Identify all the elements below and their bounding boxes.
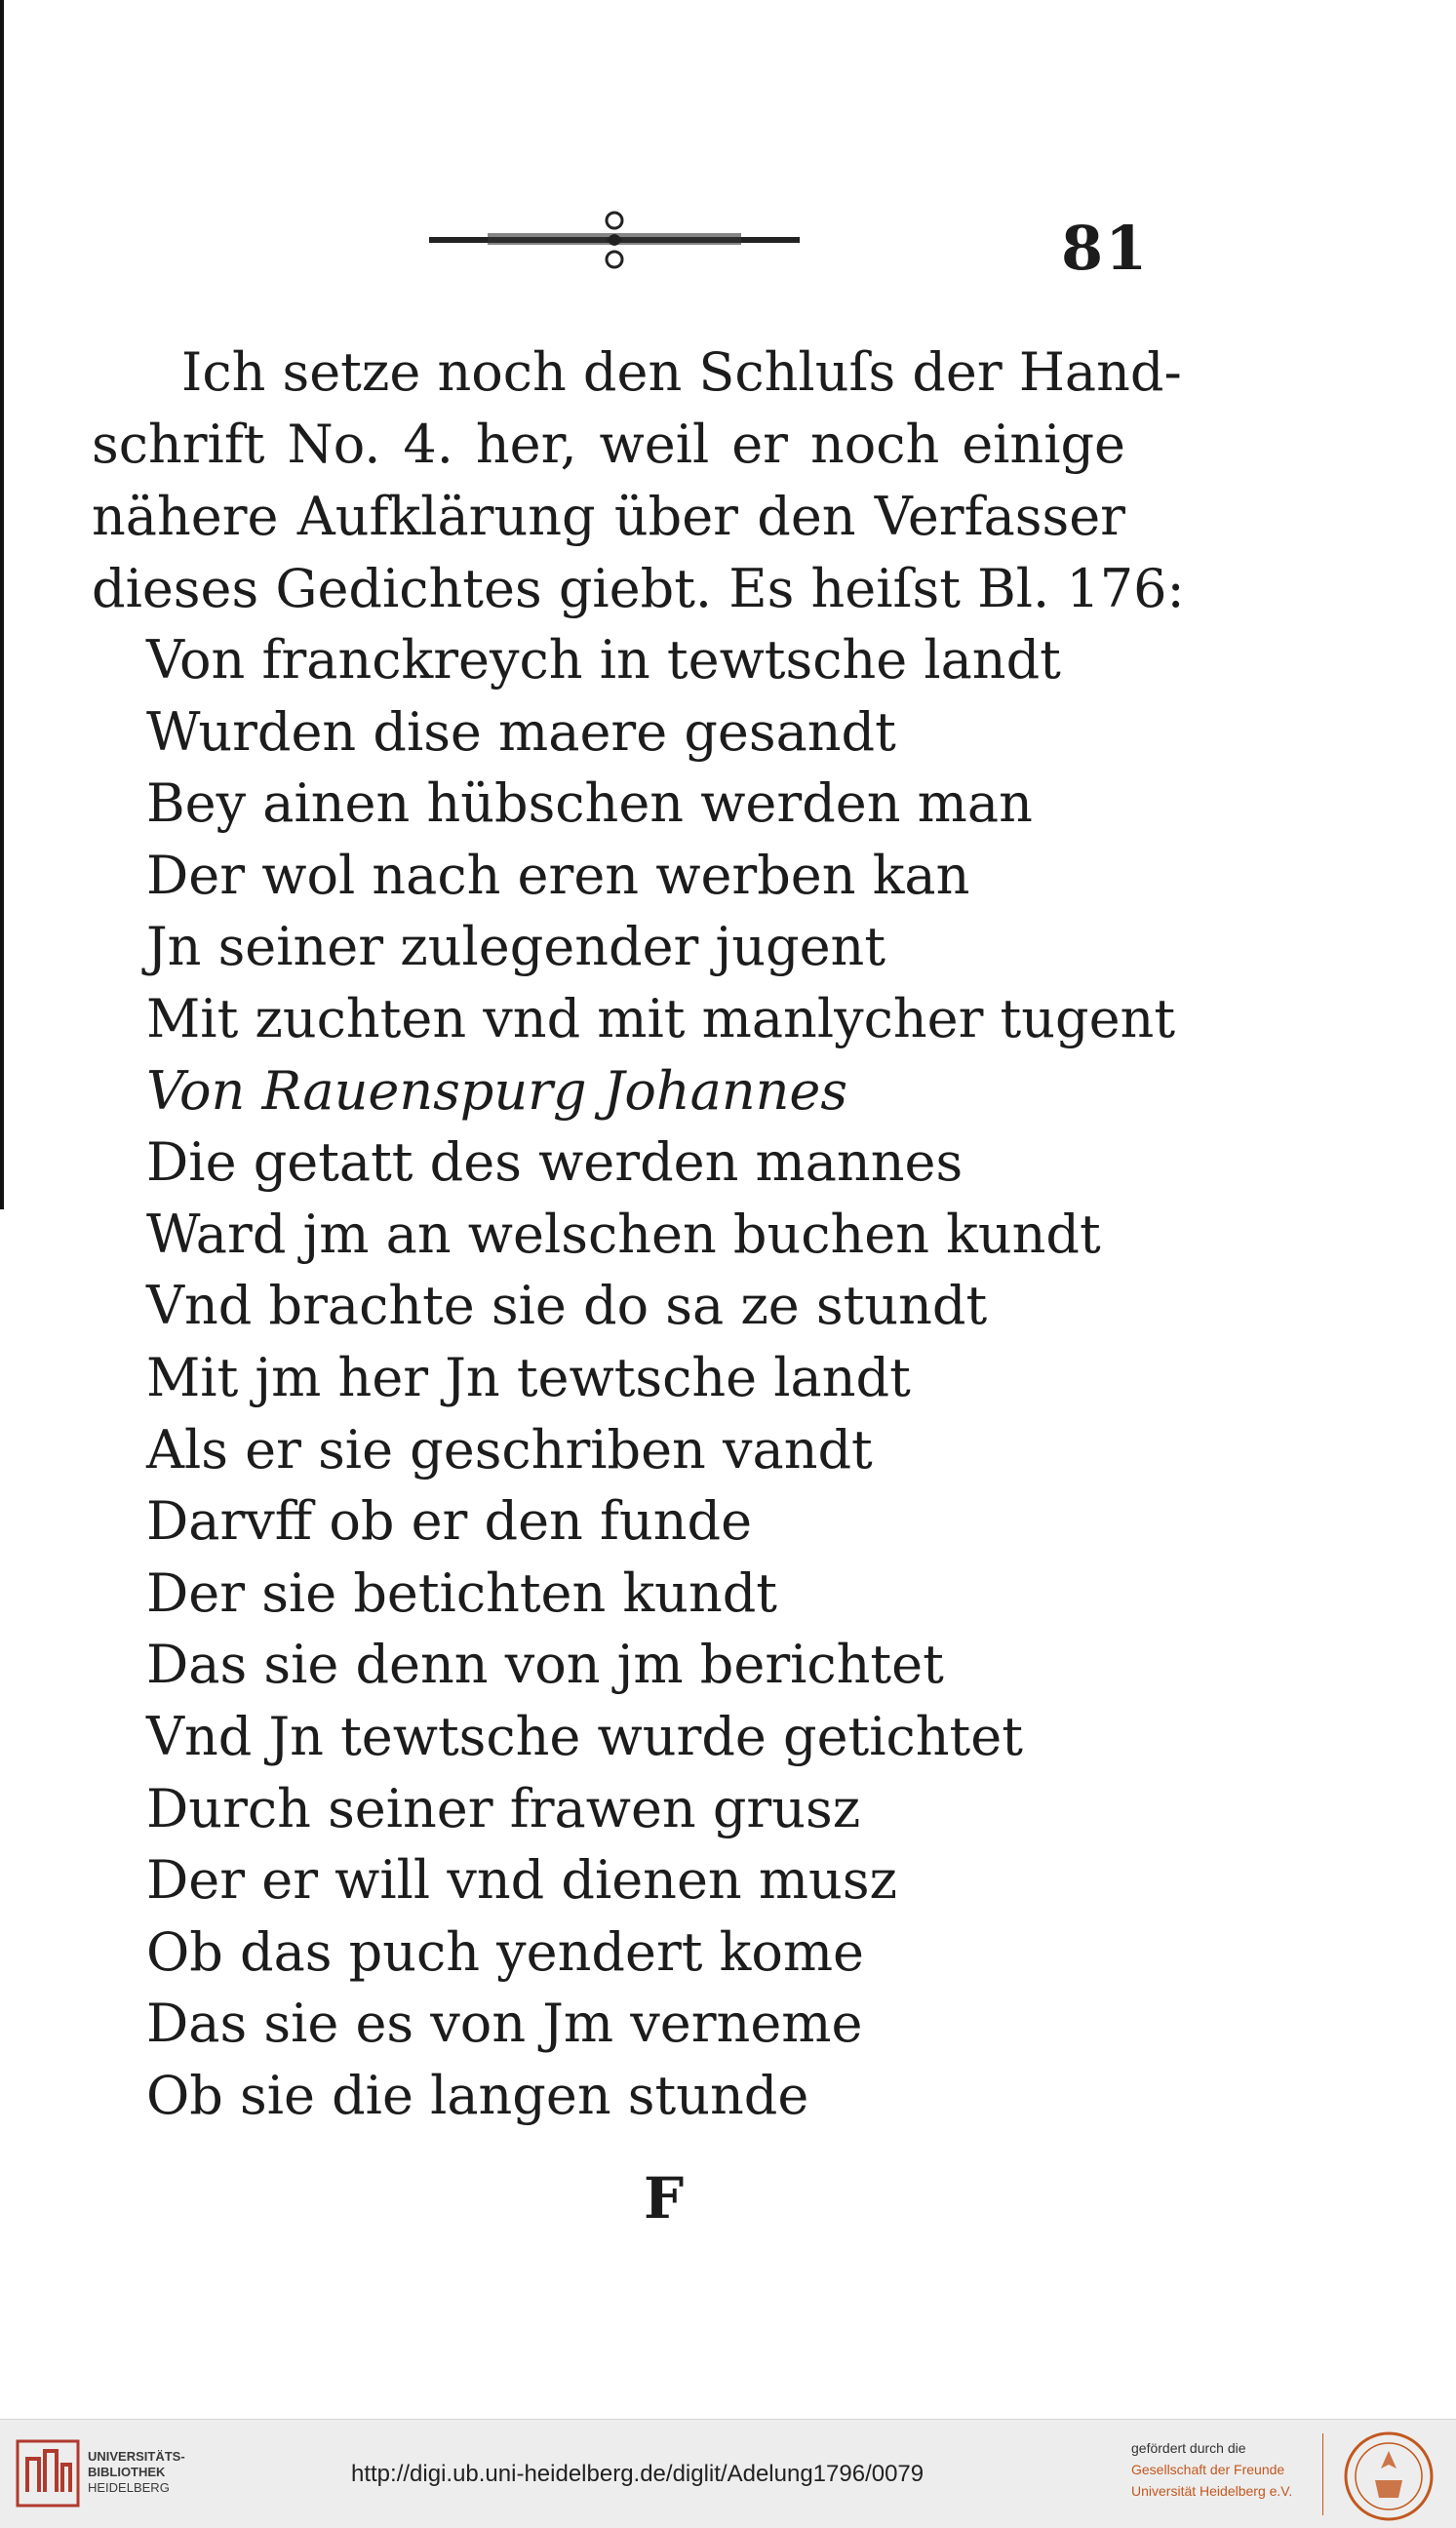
university-seal-icon — [1342, 2429, 1436, 2523]
verse-line: Vnd Jn tewtsche wurde getichtet — [146, 1705, 1023, 1767]
verse-line: Als er sie geschriben vandt — [146, 1418, 873, 1481]
verse-line: Jn seiner zulegender jugent — [146, 916, 886, 978]
prose-line: nähere Aufklärung über den Verfasser — [92, 486, 1125, 547]
verse-line: Von franckreych in tewtsche landt — [146, 629, 1061, 691]
library-name-line: BIBLIOTHEK — [88, 2465, 166, 2479]
verse-line: Bey ainen hübschen werden man — [146, 772, 1033, 835]
sponsor-credit — [1131, 2437, 1326, 2502]
library-name-line: HEIDELBERG — [88, 2480, 170, 2495]
verse-line-author: Von Rauenspurg Johannes — [146, 1059, 848, 1122]
verse-line: Vnd brachte sie do sa ze stundt — [146, 1275, 988, 1337]
permalink-url[interactable]: http://digi.ub.uni-heidelberg.de/diglit/Adelung1796/0079 — [351, 2461, 925, 2487]
sponsor-intro: gefördert durch die — [1131, 2440, 1246, 2456]
verse-line: Das sie es von Jm verneme — [146, 1993, 863, 2055]
prose-line: schrift No. 4. her, weil er noch einige — [92, 414, 1125, 475]
verse-line: Ward jm an welschen buchen kundt — [146, 1203, 1101, 1265]
verse-line: Durch seiner frawen grusz — [146, 1777, 861, 1839]
prose-line: dieses Gedichtes giebt. Es heiſst Bl. 176: — [92, 558, 1185, 619]
verse-line: Wurden dise maere gesandt — [146, 700, 896, 763]
sponsor-name: Gesellschaft der Freunde — [1131, 2462, 1285, 2477]
verse-line: Darvff ob er den funde — [146, 1490, 753, 1553]
verse-line: Der sie betichten kundt — [146, 1561, 777, 1624]
verse-line: Mit zuchten vnd mit manlycher tugent — [146, 987, 1176, 1049]
verse-line: Das sie denn von jm berichtet — [146, 1634, 944, 1696]
library-name — [88, 2449, 185, 2496]
sponsor-divider — [1322, 2433, 1323, 2515]
prose-paragraph — [92, 336, 1185, 625]
verse-line: Ob sie die langen stunde — [146, 2064, 809, 2126]
scan-edge-rule — [0, 0, 4, 1209]
verse-line: Die getatt des werden mannes — [146, 1131, 964, 1194]
page-number: 81 — [1061, 213, 1150, 284]
verse-line: Der er will vnd dienen musz — [146, 1849, 898, 1912]
verse-line: Mit jm her Jn tewtsche landt — [146, 1346, 911, 1408]
sponsor-name: Universität Heidelberg e.V. — [1131, 2483, 1293, 2499]
library-logo-icon — [14, 2437, 82, 2509]
digitization-footer — [0, 2419, 1456, 2528]
verse-line: Ob das puch yendert kome — [146, 1920, 865, 1983]
verse-block — [146, 624, 1175, 2131]
prose-line: Ich setze noch den Schluſs der Hand- — [181, 341, 1182, 403]
ornament-divider-icon — [429, 205, 800, 283]
library-name-line: UNIVERSITÄTS- — [88, 2449, 185, 2464]
signature-mark: F — [644, 2165, 685, 2232]
verse-line: Der wol nach eren werben kan — [146, 844, 970, 906]
